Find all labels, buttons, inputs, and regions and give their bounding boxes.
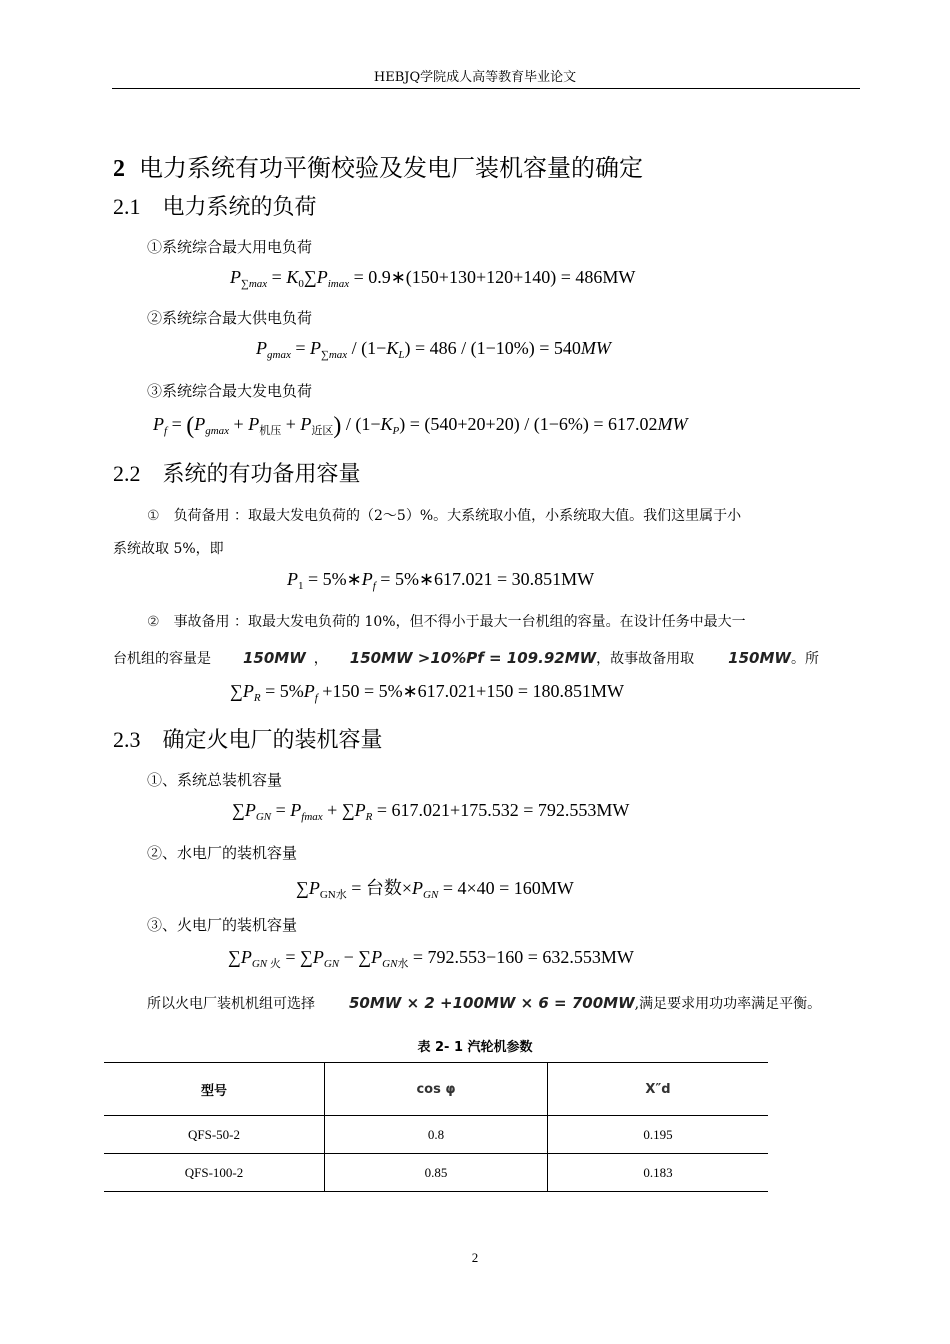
header-rule	[112, 88, 860, 89]
circled-number-2: ②	[147, 614, 160, 630]
paragraph-conclusion: 所以火电厂装机机组可选择 50MW × 2 +100MW × 6 = 700MW,满足要求用功功率满足平衡。	[147, 994, 822, 1012]
table-caption: 表 2- 1 汽轮机参数	[417, 1040, 533, 1055]
equation-total-reserve: $\sum P_R = 5\%P_f +150$ = 5%∗617.021+150 = 180.851MW	[230, 681, 624, 704]
chapter-heading	[113, 148, 643, 183]
table-row	[104, 1116, 768, 1154]
item-max-consumption-load: ①系统综合最大用电负荷	[147, 238, 313, 256]
chapter-title: 电力系统有功平衡校验及发电厂装机容量的确定	[139, 154, 643, 182]
math-image-150mw-reserve: 150MW	[728, 649, 791, 667]
paragraph-accident-reserve-line2: 台机组的容量是 150MW ， 150MW >10%Pf = 109.92MW，故事故备用取 150MW。所	[113, 649, 819, 667]
item-max-supply-load: ②系统综合最大供电负荷	[147, 309, 313, 327]
equation-max-supply-load: $P_{gmax} = P_{\sum max} / (1-K_L) = 486 / (1-10\%) = 540MW$	[256, 338, 611, 361]
equation-max-generation-load: $P_f = (P_{gmax} + P_{机压} + P_{近区}) / (1-K_P) = (540+20+20) / (1-6\%) = 617.02MW$	[153, 413, 688, 439]
item-hydro-capacity: ②、水电厂的装机容量	[147, 844, 298, 862]
math-image-unit-selection: 50MW × 2 +100MW × 6 = 700MW	[349, 994, 635, 1012]
table-cell: 0.183	[548, 1154, 769, 1192]
column-header-model: 型号	[104, 1063, 325, 1116]
table-cell: QFS-50-2	[104, 1116, 325, 1154]
item-total-installed-capacity: ①、系统总装机容量	[147, 771, 283, 789]
column-header-cos-phi: cos φ	[325, 1063, 548, 1116]
page-number: 2	[471, 1250, 479, 1265]
table-cell: 0.85	[325, 1154, 548, 1192]
item-max-generation-load: ③系统综合最大发电负荷	[147, 382, 313, 400]
running-header: HEBJQ学院成人高等教育毕业论文	[373, 70, 577, 85]
turbine-parameters-table	[104, 1062, 768, 1192]
chapter-number: 2	[113, 156, 125, 182]
equation-thermal-capacity: $\sum P_{GN 火} = \sum P_{GN} - \sum P_{GN水} = 792.553-160 = 632.553MW$	[228, 947, 634, 970]
equation-hydro-capacity: $\sum P_{GN水}$ = 台数$\times P_{GN} = 4\times 40 = 160MW$	[296, 878, 574, 901]
paragraph-accident-reserve-line1: ② 事故备用 ：取最大发电负荷的 10%，但不得小于最大一台机组的容量。在设计任务中最大一	[147, 614, 746, 630]
equation-max-consumption-load: $P_{\sum max} = K_0\sum P_{imax}$ = 0.9∗(150+130+120+140) = 486MW	[230, 267, 636, 290]
section-heading-2-1: 2.1 电力系统的负荷	[113, 194, 317, 220]
equation-total-installed-capacity: $\sum P_{GN} = P_{fmax} + \sum P_R = 617.021+175.532 = 792.553MW$	[232, 800, 630, 823]
equation-load-reserve: $P_1$ = $5\%∗P_f$ = 5%∗617.021 = 30.851MW	[287, 569, 595, 592]
section-heading-2-3: 2.3 确定火电厂的装机容量	[113, 727, 383, 753]
math-image-150mw: 150MW	[243, 649, 306, 667]
table-cell: QFS-100-2	[104, 1154, 325, 1192]
table-cell: 0.195	[548, 1116, 769, 1154]
table-cell: 0.8	[325, 1116, 548, 1154]
paragraph-load-reserve-line1: ① 负荷备用 ：取最大发电负荷的（2～5）%。大系统取小值，小系统取大值。我们这里属于小	[147, 508, 742, 524]
table-row	[104, 1154, 768, 1192]
paragraph-load-reserve-line2: 系统故取 5%，即	[113, 541, 224, 557]
section-heading-2-2: 2.2 系统的有功备用容量	[113, 461, 361, 487]
math-image-comparison: 150MW >10%Pf = 109.92MW	[349, 649, 597, 667]
circled-number-1: ①	[147, 508, 160, 524]
table-header-row	[104, 1063, 768, 1116]
column-header-reactance: X″d	[548, 1063, 769, 1116]
item-thermal-capacity: ③、火电厂的装机容量	[147, 916, 298, 934]
